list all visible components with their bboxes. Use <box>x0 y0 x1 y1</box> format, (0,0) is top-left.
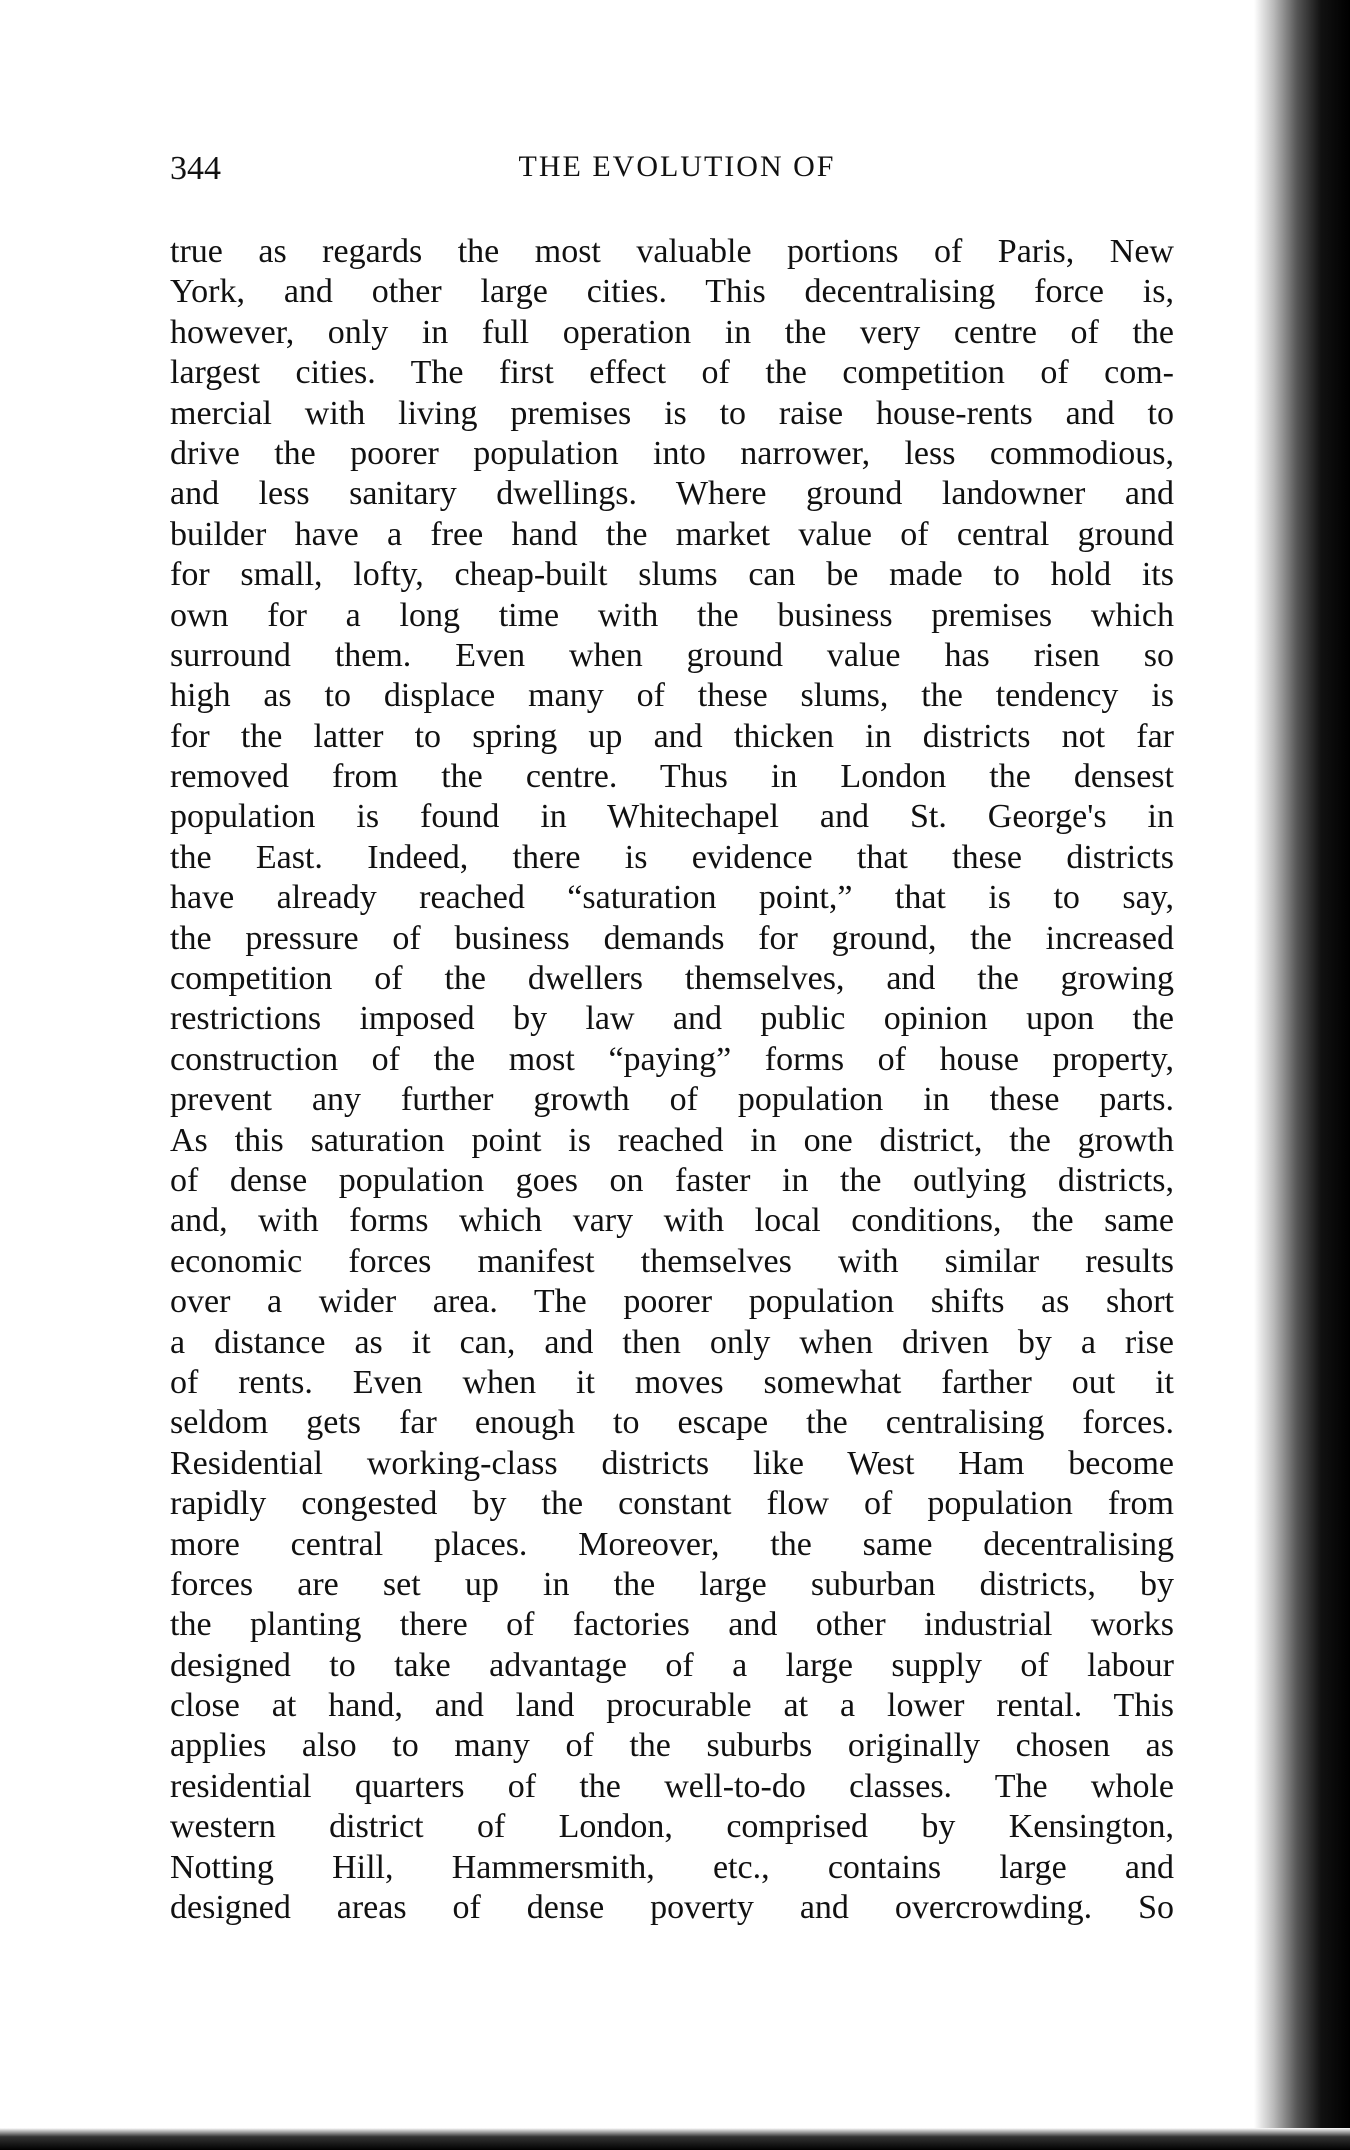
text-line: of dense population goes on faster in the outlying districts, <box>170 1161 1174 1199</box>
text-line: more central places. Moreover, the same decentralising <box>170 1525 1174 1563</box>
text-line: designed areas of dense poverty and overcrowding. So <box>170 1889 1174 1927</box>
text-line: close at hand, and land procurable at a lower rental. This <box>170 1687 1174 1725</box>
page-number: 344 <box>170 150 221 187</box>
text-line: builder have a free hand the market value of central ground <box>170 515 1174 553</box>
text-line: western district of London, comprised by Kensington, <box>170 1808 1174 1846</box>
running-title: THE EVOLUTION OF <box>518 150 836 183</box>
text-line: drive the poorer population into narrower, less commodious, <box>170 434 1174 472</box>
text-line: removed from the centre. Thus in London the densest <box>170 758 1174 796</box>
text-line: surround them. Even when ground value has risen so <box>170 636 1174 674</box>
text-line: high as to displace many of these slums, the tendency is <box>170 677 1174 715</box>
text-line: of rents. Even when it moves somewhat farther out it <box>170 1363 1174 1401</box>
page-bottom-shadow <box>0 2128 1350 2150</box>
text-line: residential quarters of the well-to-do classes. The whole <box>170 1767 1174 1805</box>
text-line: As this saturation point is reached in one district, the growth <box>170 1121 1174 1159</box>
text-line: a distance as it can, and then only when driven by a rise <box>170 1323 1174 1361</box>
text-line: construction of the most “paying” forms of house property, <box>170 1040 1174 1078</box>
text-line: restrictions imposed by law and public opinion upon the <box>170 1000 1174 1038</box>
text-line: and less sanitary dwellings. Where ground landowner and <box>170 475 1174 513</box>
text-line: competition of the dwellers themselves, and the growing <box>170 960 1174 998</box>
text-line: seldom gets far enough to escape the centralising forces. <box>170 1404 1174 1442</box>
text-line: applies also to many of the suburbs originally chosen as <box>170 1727 1174 1765</box>
text-line: forces are set up in the large suburban districts, by <box>170 1565 1174 1603</box>
text-line: true as regards the most valuable portions of Paris, New <box>170 233 1174 270</box>
text-line: economic forces manifest themselves with similar results <box>170 1242 1174 1280</box>
text-line: however, only in full operation in the very centre of the <box>170 313 1174 351</box>
text-line: population is found in Whitechapel and St. George's in <box>170 798 1174 836</box>
text-line: York, and other large cities. This decentralising force is, <box>170 273 1174 311</box>
text-line: and, with forms which vary with local conditions, the same <box>170 1202 1174 1240</box>
text-line: mercial with living premises is to raise house-rents and to <box>170 394 1174 432</box>
text-line: for small, lofty, cheap-built slums can be made to hold its <box>170 556 1174 594</box>
text-line: rapidly congested by the constant flow of population from <box>170 1485 1174 1523</box>
text-line: designed to take advantage of a large supply of labour <box>170 1646 1174 1684</box>
text-line: the planting there of factories and other industrial works <box>170 1606 1174 1644</box>
text-line: own for a long time with the business premises which <box>170 596 1174 634</box>
text-line: largest cities. The first effect of the competition of com- <box>170 354 1174 392</box>
text-line: Notting Hill, Hammersmith, etc., contains large and <box>170 1848 1174 1886</box>
text-line: prevent any further growth of population in these parts. <box>170 1081 1174 1119</box>
text-line: for the latter to spring up and thicken in districts not far <box>170 717 1174 755</box>
text-line: have already reached “saturation point,” that is to say, <box>170 879 1174 917</box>
text-line: Residential working-class districts like West Ham become <box>170 1444 1174 1482</box>
page-header <box>170 150 1174 194</box>
body-text <box>170 232 1174 1928</box>
book-gutter-shadow <box>1254 0 1350 2150</box>
text-line: the pressure of business demands for ground, the increased <box>170 919 1174 957</box>
text-line: over a wider area. The poorer population shifts as short <box>170 1283 1174 1321</box>
text-line: the East. Indeed, there is evidence that these districts <box>170 838 1174 876</box>
